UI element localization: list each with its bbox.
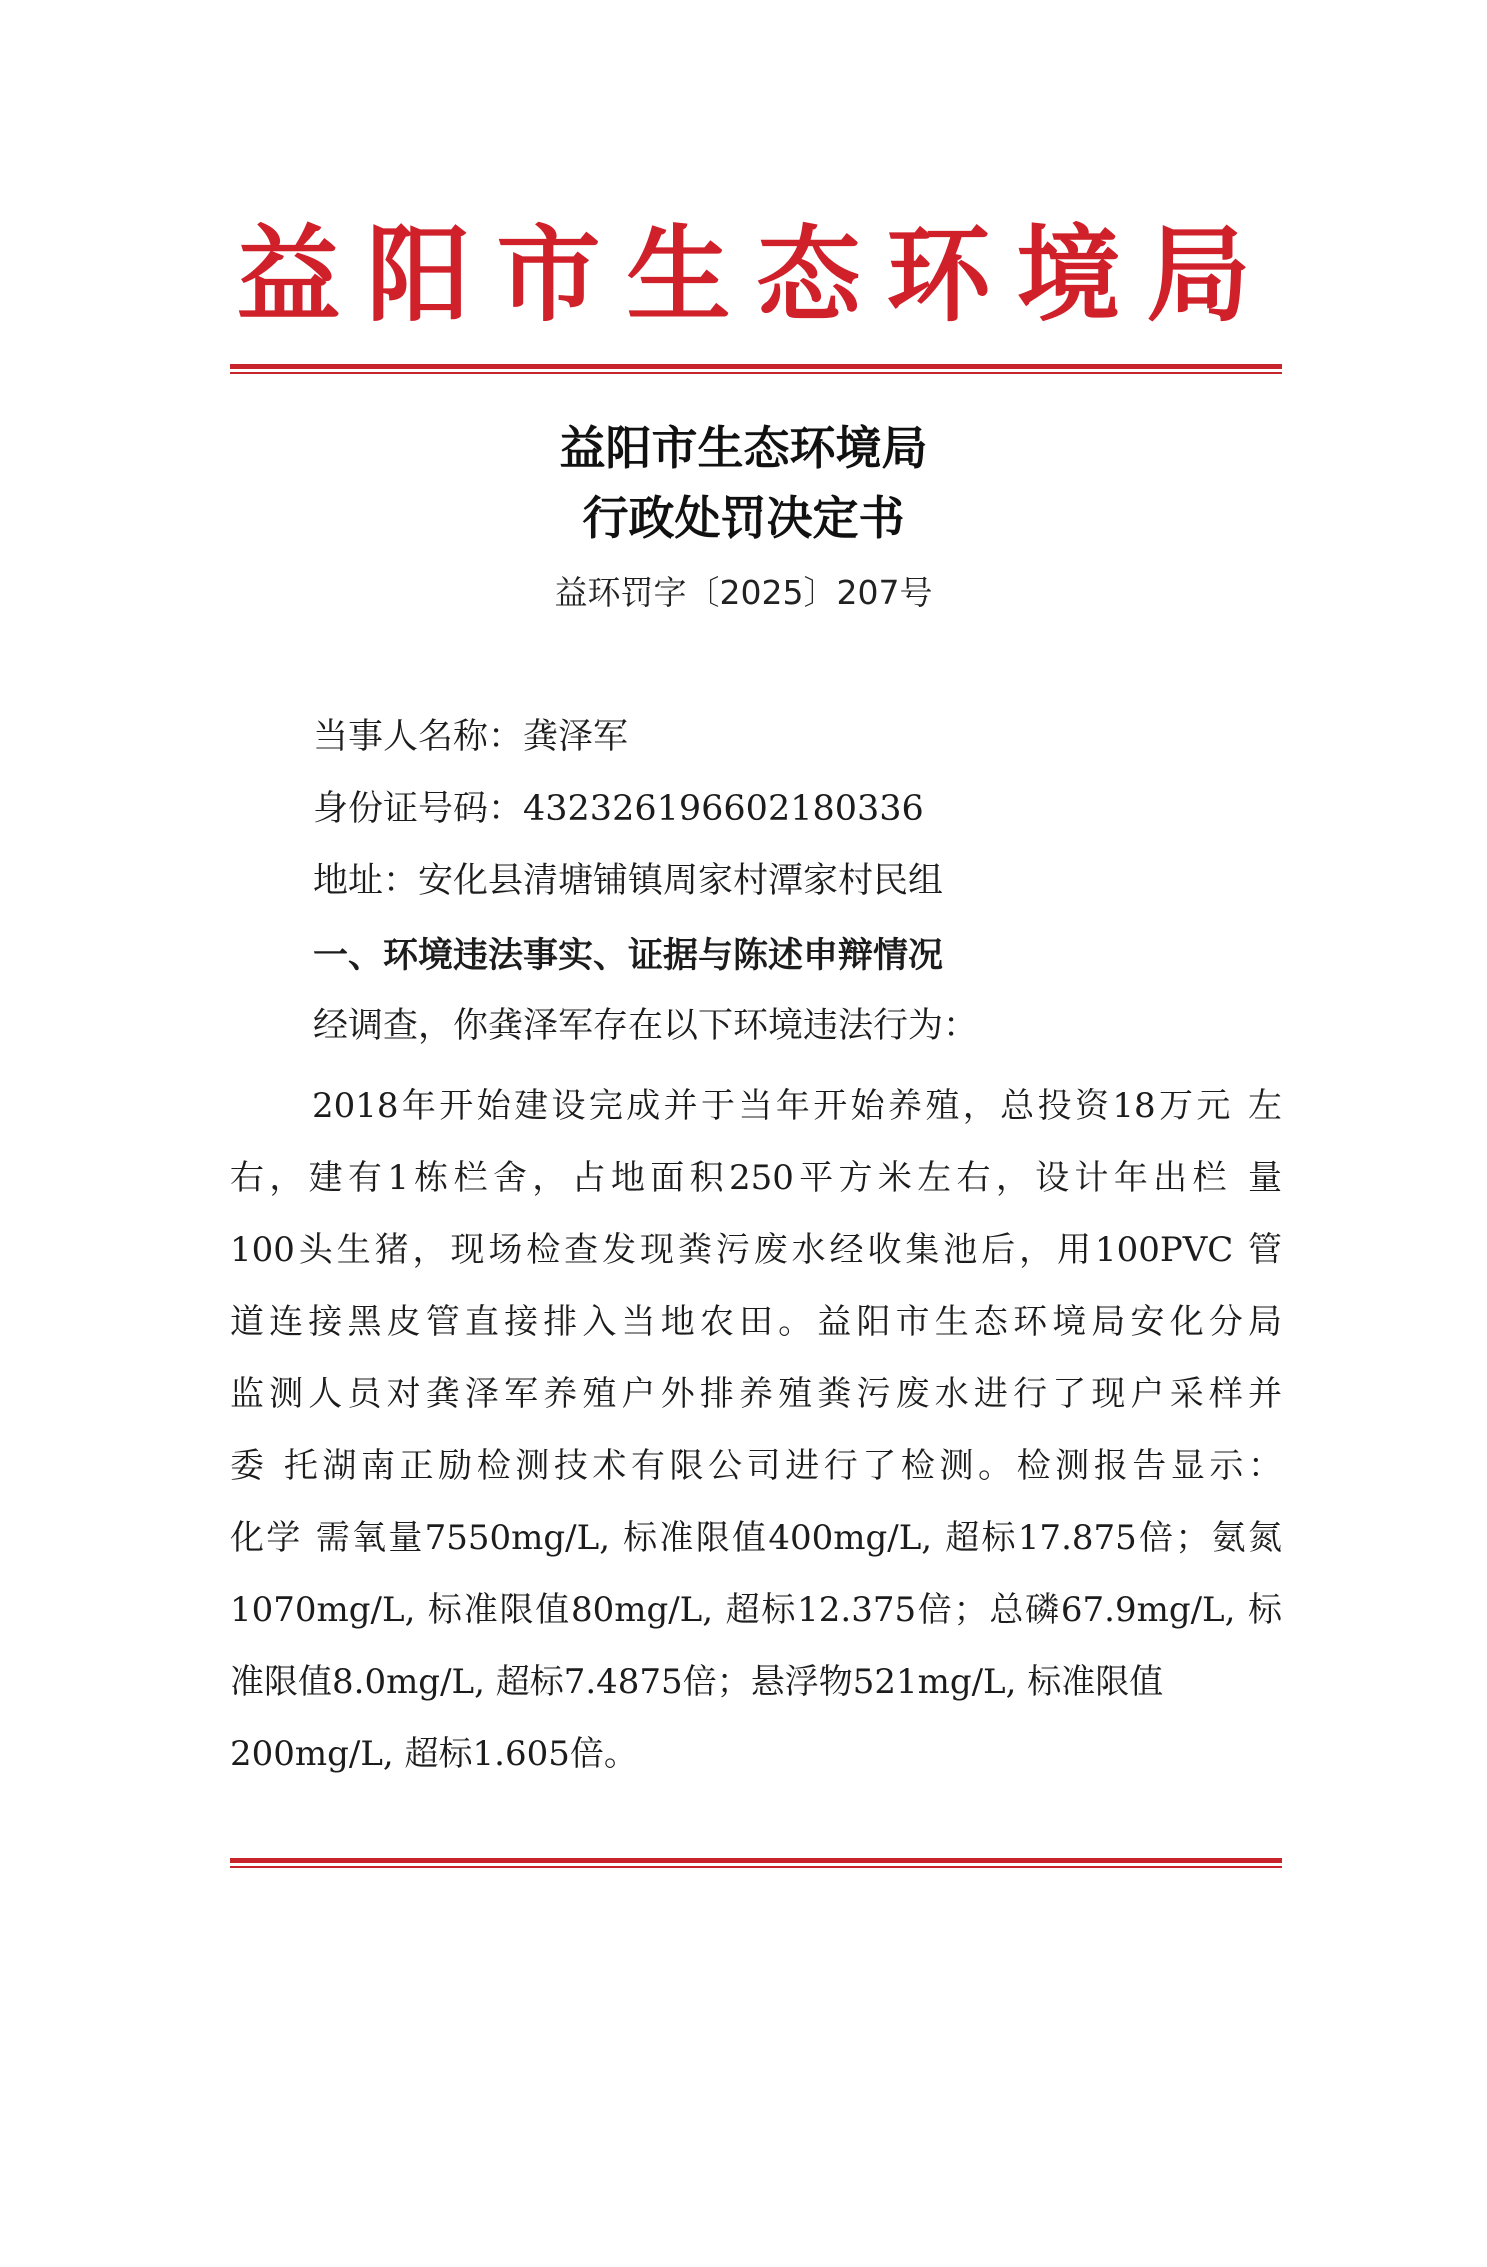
paragraph-line: 200mg/L, 超标1.605倍。 [230, 1734, 638, 1774]
letterhead-org-name: 益阳市生态环境局 [236, 213, 1277, 336]
paragraph-line: 1070mg/L, 标准限值80mg/L, 超标12.375倍；总磷67.9mg/L, 标 [230, 1590, 1282, 1630]
section-intro: 经调查，你龚泽军存在以下环境违法行为： [313, 1006, 979, 1046]
paragraph-line: 右，建有1栋栏舍，占地面积250平方米左右，设计年出栏 量 [230, 1158, 1282, 1198]
violation-facts-paragraph [230, 1070, 1282, 1790]
paragraph-line: 2018年开始建设完成并于当年开始养殖，总投资18万元 左 [312, 1086, 1282, 1126]
paragraph-line: 监测人员对龚泽军养殖户外排养殖粪污废水进行了现户采样并 [230, 1374, 1282, 1414]
letterhead-red-rule [230, 364, 1282, 374]
party-id-number: 身份证号码：432326196602180336 [313, 789, 924, 829]
document-number: 益环罚字〔2025〕207号 [554, 573, 933, 612]
paragraph-line: 100头生猪，现场检查发现粪污废水经收集池后，用100PVC 管 [230, 1230, 1282, 1270]
party-name: 当事人名称：龚泽军 [313, 717, 629, 757]
paragraph-line: 化学 需氧量7550mg/L, 标准限值400mg/L, 超标17.875倍；氨氮 [230, 1518, 1282, 1558]
section-heading: 一、环境违法事实、证据与陈述申辩情况 [313, 936, 944, 976]
party-address: 地址：安化县清塘铺镇周家村潭家村民组 [313, 861, 944, 901]
document-title-type: 行政处罚决定书 [582, 491, 905, 545]
paragraph-line: 准限值8.0mg/L, 超标7.4875倍；悬浮物521mg/L, 标准限值 [230, 1662, 1164, 1702]
paragraph-line: 道连接黑皮管直接排入当地农田。益阳市生态环境局安化分局 [230, 1302, 1282, 1342]
document-title-issuer: 益阳市生态环境局 [559, 421, 928, 475]
footer-red-rule [230, 1858, 1282, 1868]
paragraph-line: 委 托湖南正励检测技术有限公司进行了检测。检测报告显示： [230, 1446, 1282, 1486]
